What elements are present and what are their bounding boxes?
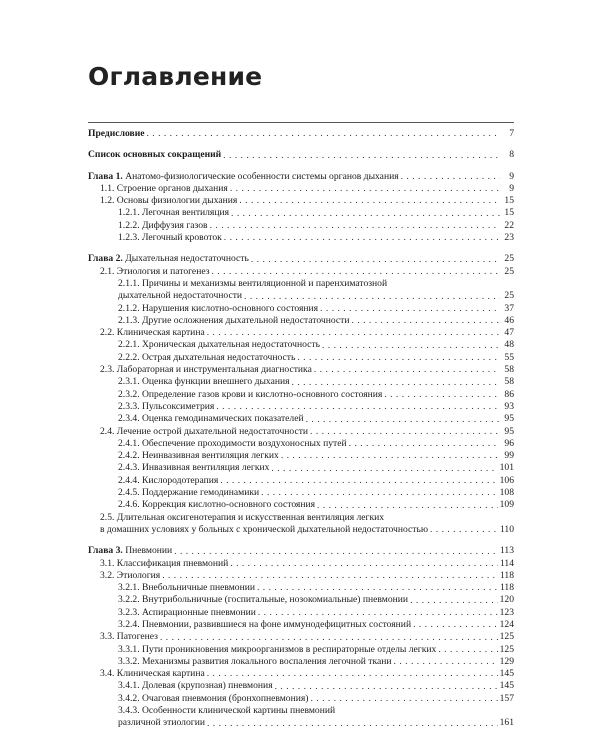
- page-number: 124: [499, 618, 514, 630]
- page-number: 58: [504, 364, 514, 376]
- toc-entry-title: [118, 462, 269, 474]
- leader-dots: [261, 487, 497, 499]
- entry-text: 2.5. Длительная оксигенотерапия и искусственная вентиляция легких: [100, 511, 385, 523]
- leader-dots: [410, 595, 498, 607]
- entry-text: 2.4. Лечение острой дыхательной недостаточности: [100, 425, 309, 437]
- entry-text: 2.2.2. Острая дыхательная недостаточность: [118, 351, 296, 363]
- leader-dots: [146, 128, 500, 140]
- toc-entry[interactable]: [88, 183, 514, 195]
- toc-entry-title: [118, 487, 259, 499]
- entry-text: 1.1. Строение органов дыхания: [100, 182, 228, 194]
- toc-entry-title: [100, 364, 312, 376]
- page-number: 108: [499, 487, 514, 499]
- toc-entry-title: [88, 171, 399, 183]
- toc-entry-title: [118, 232, 222, 244]
- entry-continuation: в домашних условиях у больных с хронической дыхательной недостаточностью: [100, 523, 428, 535]
- leader-dots: [216, 401, 500, 413]
- toc-entry[interactable]: [88, 680, 514, 692]
- toc-entry[interactable]: [88, 705, 514, 730]
- entry-text: 1.2.1. Легочная вентиляция: [118, 207, 230, 219]
- leader-dots: [281, 450, 500, 462]
- entry-text: 2.2.1. Хроническая дыхательная недостаточность: [118, 339, 320, 351]
- toc-entry-title: [118, 401, 214, 413]
- entry-text: 2.4.6. Коррекция кислотно-основного состояния: [118, 499, 316, 511]
- leader-dots: [292, 377, 500, 389]
- toc-entry-title: [118, 352, 295, 364]
- leader-dots: [160, 632, 498, 644]
- page-number: 25: [504, 290, 514, 302]
- leader-dots: [317, 500, 498, 512]
- page-number: 113: [499, 545, 514, 557]
- page-number: 123: [499, 606, 514, 618]
- page-number: 118: [499, 569, 514, 581]
- toc-entry-title: [88, 545, 172, 557]
- toc-entry[interactable]: [88, 171, 514, 183]
- page-number: 23: [504, 232, 514, 244]
- leader-dots: [239, 195, 500, 207]
- entry-text: 1.2.3. Легочный кровоток: [118, 232, 222, 244]
- entry-text: Предисловие: [88, 128, 145, 139]
- toc-entry-title: [118, 475, 218, 487]
- toc-entry[interactable]: [88, 149, 514, 161]
- chapter-label: Глава 3.: [88, 545, 123, 557]
- leader-dots: [310, 693, 497, 705]
- entry-text: 3.2.3. Аспирационные пневмонии: [118, 606, 256, 618]
- entry-text: 2.4.2. Неинвазивная вентиляция легких: [118, 450, 279, 462]
- entry-text: 2.1.1. Причины и механизмы вентиляционной и паренхиматозной: [118, 277, 388, 289]
- toc-entry[interactable]: [88, 656, 514, 668]
- toc-entry-title: [118, 315, 350, 327]
- page-number: 118: [499, 582, 514, 594]
- toc-entry[interactable]: [88, 232, 514, 244]
- leader-dots: [352, 315, 500, 327]
- toc-entry-title: [118, 693, 308, 705]
- entry-continuation: дыхательной недостаточности: [118, 290, 243, 302]
- entry-text: 3.4. Клиническая картина: [100, 668, 205, 680]
- toc-entry[interactable]: [88, 668, 514, 680]
- toc-entry-title: [118, 207, 229, 219]
- leader-dots: [314, 364, 500, 376]
- toc-entry[interactable]: [88, 303, 514, 315]
- page-number: 125: [499, 631, 514, 643]
- toc-entry[interactable]: [88, 315, 514, 327]
- chapter-title: Анатомо-физиологические особенности системы органов дыхания: [125, 170, 399, 182]
- toc-entry-title: [100, 426, 308, 438]
- entry-text: 3.3. Патогенез: [100, 631, 158, 643]
- toc-entry[interactable]: [88, 499, 514, 511]
- leader-dots: [258, 607, 498, 619]
- toc-entry-title: [100, 570, 160, 582]
- leader-dots: [231, 208, 500, 220]
- entry-text: 3.3.1. Пути проникновения микроорганизмов в респираторные отделы легких: [118, 643, 437, 655]
- leader-dots: [401, 171, 500, 183]
- entry-text: 3.3.2. Механизмы развития локального воспаления легочной ткани: [118, 655, 392, 667]
- toc-entry[interactable]: [88, 327, 514, 339]
- toc-entry-title: [118, 303, 318, 315]
- toc-entry[interactable]: [88, 128, 514, 140]
- page-number: 95: [504, 413, 514, 425]
- entry-text: 2.1.3. Другие осложнения дыхательной недостаточности: [118, 314, 350, 326]
- leader-dots: [310, 426, 500, 438]
- page-number: 157: [499, 692, 514, 704]
- entry-text: 2.3.4. Оценка гемодинамических показателей: [118, 413, 304, 425]
- entry-text: 2.4.4. Кислородотерапия: [118, 474, 219, 486]
- leader-dots: [230, 558, 498, 570]
- toc-entry-title: [100, 631, 158, 643]
- toc-entry-title: [118, 220, 208, 232]
- entry-text: 2.2. Клиническая картина: [100, 327, 205, 339]
- page-number: 114: [499, 557, 514, 569]
- entry-text: 2.3.3. Пульсоксиметрия: [118, 400, 215, 412]
- chapter-title: Дыхательная недостаточность: [125, 253, 249, 265]
- toc-entry-title: [118, 389, 382, 401]
- leader-dots: [224, 232, 500, 244]
- leader-dots: [257, 582, 498, 594]
- entry-text: 2.1.2. Нарушения кислотно-основного состояния: [118, 302, 319, 314]
- leader-dots: [349, 438, 500, 450]
- page-number: 120: [499, 594, 514, 606]
- page-number: 9: [509, 170, 514, 182]
- leader-dots: [230, 183, 500, 195]
- leader-dots: [251, 254, 500, 266]
- entry-text: 2.4.1. Обеспечение проходимости воздухоносных путей: [118, 437, 347, 449]
- toc-entry-title: [118, 582, 255, 594]
- toc-entry[interactable]: [88, 582, 514, 594]
- page-number: 25: [504, 265, 514, 277]
- leader-dots: [275, 681, 498, 693]
- toc-entry-title: [118, 438, 347, 450]
- page-number: 58: [504, 376, 514, 388]
- table-of-contents: [88, 128, 514, 730]
- toc-entry[interactable]: [88, 195, 514, 207]
- page-number: 15: [504, 195, 514, 207]
- entry-text: 3.4.1. Долевая (крупозная) пневмония: [118, 680, 273, 692]
- chapter-label: Глава 2.: [88, 253, 123, 265]
- page-number: 46: [504, 314, 514, 326]
- toc-entry[interactable]: [88, 607, 514, 619]
- leader-dots: [438, 644, 497, 656]
- toc-entry-title: [100, 327, 205, 339]
- toc-entry[interactable]: [88, 462, 514, 474]
- toc-entry[interactable]: [88, 693, 514, 705]
- page-number: 15: [504, 207, 514, 219]
- toc-entry[interactable]: [88, 339, 514, 351]
- toc-entry-title: [100, 558, 228, 570]
- toc-entry[interactable]: [88, 413, 514, 425]
- toc-entry-title: [100, 512, 384, 524]
- page-number: 106: [499, 474, 514, 486]
- toc-entry[interactable]: [88, 352, 514, 364]
- entry-text: 2.3.1. Оценка функции внешнего дыхания: [118, 376, 290, 388]
- toc-entry[interactable]: [88, 619, 514, 631]
- toc-entry[interactable]: [88, 266, 514, 278]
- toc-entry-title: [118, 376, 290, 388]
- leader-dots: [306, 414, 500, 426]
- toc-entry-title: [118, 339, 320, 351]
- entry-text: 1.2.2. Диффузия газов: [118, 219, 208, 231]
- toc-entry-title: [88, 128, 144, 140]
- entry-text: 3.2. Этиология: [100, 569, 161, 581]
- toc-top-rule: [88, 122, 514, 123]
- entry-continuation: различной этиологии: [118, 717, 205, 729]
- leader-dots: [162, 570, 498, 582]
- toc-entry-title: [118, 656, 392, 668]
- toc-entry[interactable]: [88, 644, 514, 656]
- leader-dots: [207, 718, 498, 730]
- page-number: 129: [499, 655, 514, 667]
- page-number: 48: [504, 339, 514, 351]
- toc-entry[interactable]: [88, 450, 514, 462]
- toc-entry-title: [100, 266, 210, 278]
- toc-entry-title: [118, 413, 304, 425]
- entry-text: 1.2. Основы физиологии дыхания: [100, 195, 238, 207]
- leader-dots: [174, 546, 498, 558]
- leader-dots: [212, 266, 501, 278]
- page-number: 145: [499, 680, 514, 692]
- toc-entry-title: [118, 499, 315, 511]
- page-number: 125: [499, 643, 514, 655]
- leader-dots: [220, 475, 497, 487]
- leader-dots: [223, 150, 500, 162]
- toc-entry-title: [118, 705, 335, 717]
- page-number: 99: [504, 450, 514, 462]
- toc-entry-title: [100, 195, 237, 207]
- toc-entry-title: [100, 183, 228, 195]
- leader-dots: [207, 668, 498, 680]
- page-number: 8: [509, 149, 514, 161]
- entry-text: 2.4.3. Инвазивная вентиляция легких: [118, 462, 270, 474]
- entry-text: 3.2.1. Внебольничные пневмонии: [118, 582, 255, 594]
- entry-text: 2.4.5. Поддержание гемодинамики: [118, 487, 260, 499]
- leader-dots: [320, 303, 500, 315]
- toc-entry-title: [88, 253, 249, 265]
- entry-text: 3.4.2. Очаговая пневмония (бронхопневмония): [118, 692, 309, 704]
- toc-entry[interactable]: [88, 207, 514, 219]
- entry-text: 2.3. Лабораторная и инструментальная диагностика: [100, 364, 312, 376]
- entry-text: 2.1. Этиология и патогенез: [100, 265, 210, 277]
- toc-entry[interactable]: [88, 594, 514, 606]
- page-number: 7: [509, 128, 514, 139]
- toc-entry[interactable]: [88, 545, 514, 557]
- page-number: 47: [504, 327, 514, 339]
- toc-entry-title: [118, 619, 411, 631]
- page-title: Оглавление: [88, 62, 263, 91]
- leader-dots: [430, 524, 498, 536]
- page-number: 96: [504, 437, 514, 449]
- leader-dots: [210, 220, 500, 232]
- entry-text: 3.4.3. Особенности клинической картины пневмоний: [118, 705, 336, 717]
- toc-entry[interactable]: [88, 487, 514, 499]
- entry-text: Список основных сокращений: [88, 149, 222, 161]
- toc-entry[interactable]: [88, 570, 514, 582]
- page-number: 86: [504, 388, 514, 400]
- leader-dots: [297, 352, 500, 364]
- toc-entry[interactable]: [88, 631, 514, 643]
- page-number: 110: [499, 523, 514, 535]
- toc-entry-title: [100, 668, 205, 680]
- leader-dots: [322, 340, 500, 352]
- toc-entry[interactable]: [88, 220, 514, 232]
- entry-text: 3.2.4. Пневмонии, развившиеся на фоне иммунодефицитных состояний: [118, 618, 412, 630]
- leader-dots: [413, 619, 498, 631]
- toc-entry-title: [118, 278, 387, 290]
- toc-entry[interactable]: [88, 389, 514, 401]
- toc-entry-title: [118, 450, 279, 462]
- toc-entry[interactable]: [88, 278, 514, 303]
- toc-entry[interactable]: [88, 475, 514, 487]
- toc-entry-title: [88, 149, 221, 161]
- page-number: 95: [504, 425, 514, 437]
- page-number: 55: [504, 351, 514, 363]
- toc-entry[interactable]: [88, 558, 514, 570]
- toc-entry-title: [118, 607, 256, 619]
- leader-dots: [207, 327, 500, 339]
- toc-entry[interactable]: [88, 364, 514, 376]
- entry-text: 2.3.2. Определение газов крови и кислотно-основного состояния: [118, 388, 383, 400]
- page-number: 145: [499, 668, 514, 680]
- toc-entry-title: [118, 644, 436, 656]
- toc-entry[interactable]: [88, 512, 514, 537]
- toc-entry[interactable]: [88, 401, 514, 413]
- page-number: 109: [499, 499, 514, 511]
- toc-entry[interactable]: [88, 376, 514, 388]
- leader-dots: [271, 463, 497, 475]
- page-number: 22: [504, 219, 514, 231]
- chapter-title: Пневмонии: [125, 545, 173, 557]
- entry-text: 3.2.2. Внутрибольничные (госпитальные, нозокомиальные) пневмонии: [118, 594, 409, 606]
- page-number: 93: [504, 400, 514, 412]
- page-number: 37: [504, 302, 514, 314]
- leader-dots: [394, 656, 498, 668]
- toc-entry[interactable]: [88, 426, 514, 438]
- leader-dots: [244, 291, 500, 303]
- entry-text: 3.1. Классификация пневмоний: [100, 557, 229, 569]
- chapter-label: Глава 1.: [88, 170, 123, 182]
- page-number: 9: [509, 182, 514, 194]
- page-number: 25: [504, 253, 514, 265]
- toc-entry-title: [118, 680, 273, 692]
- page-number: 161: [499, 717, 514, 729]
- toc-entry[interactable]: [88, 253, 514, 265]
- leader-dots: [384, 389, 500, 401]
- toc-entry-title: [118, 594, 408, 606]
- toc-entry[interactable]: [88, 438, 514, 450]
- page-number: 101: [499, 462, 514, 474]
